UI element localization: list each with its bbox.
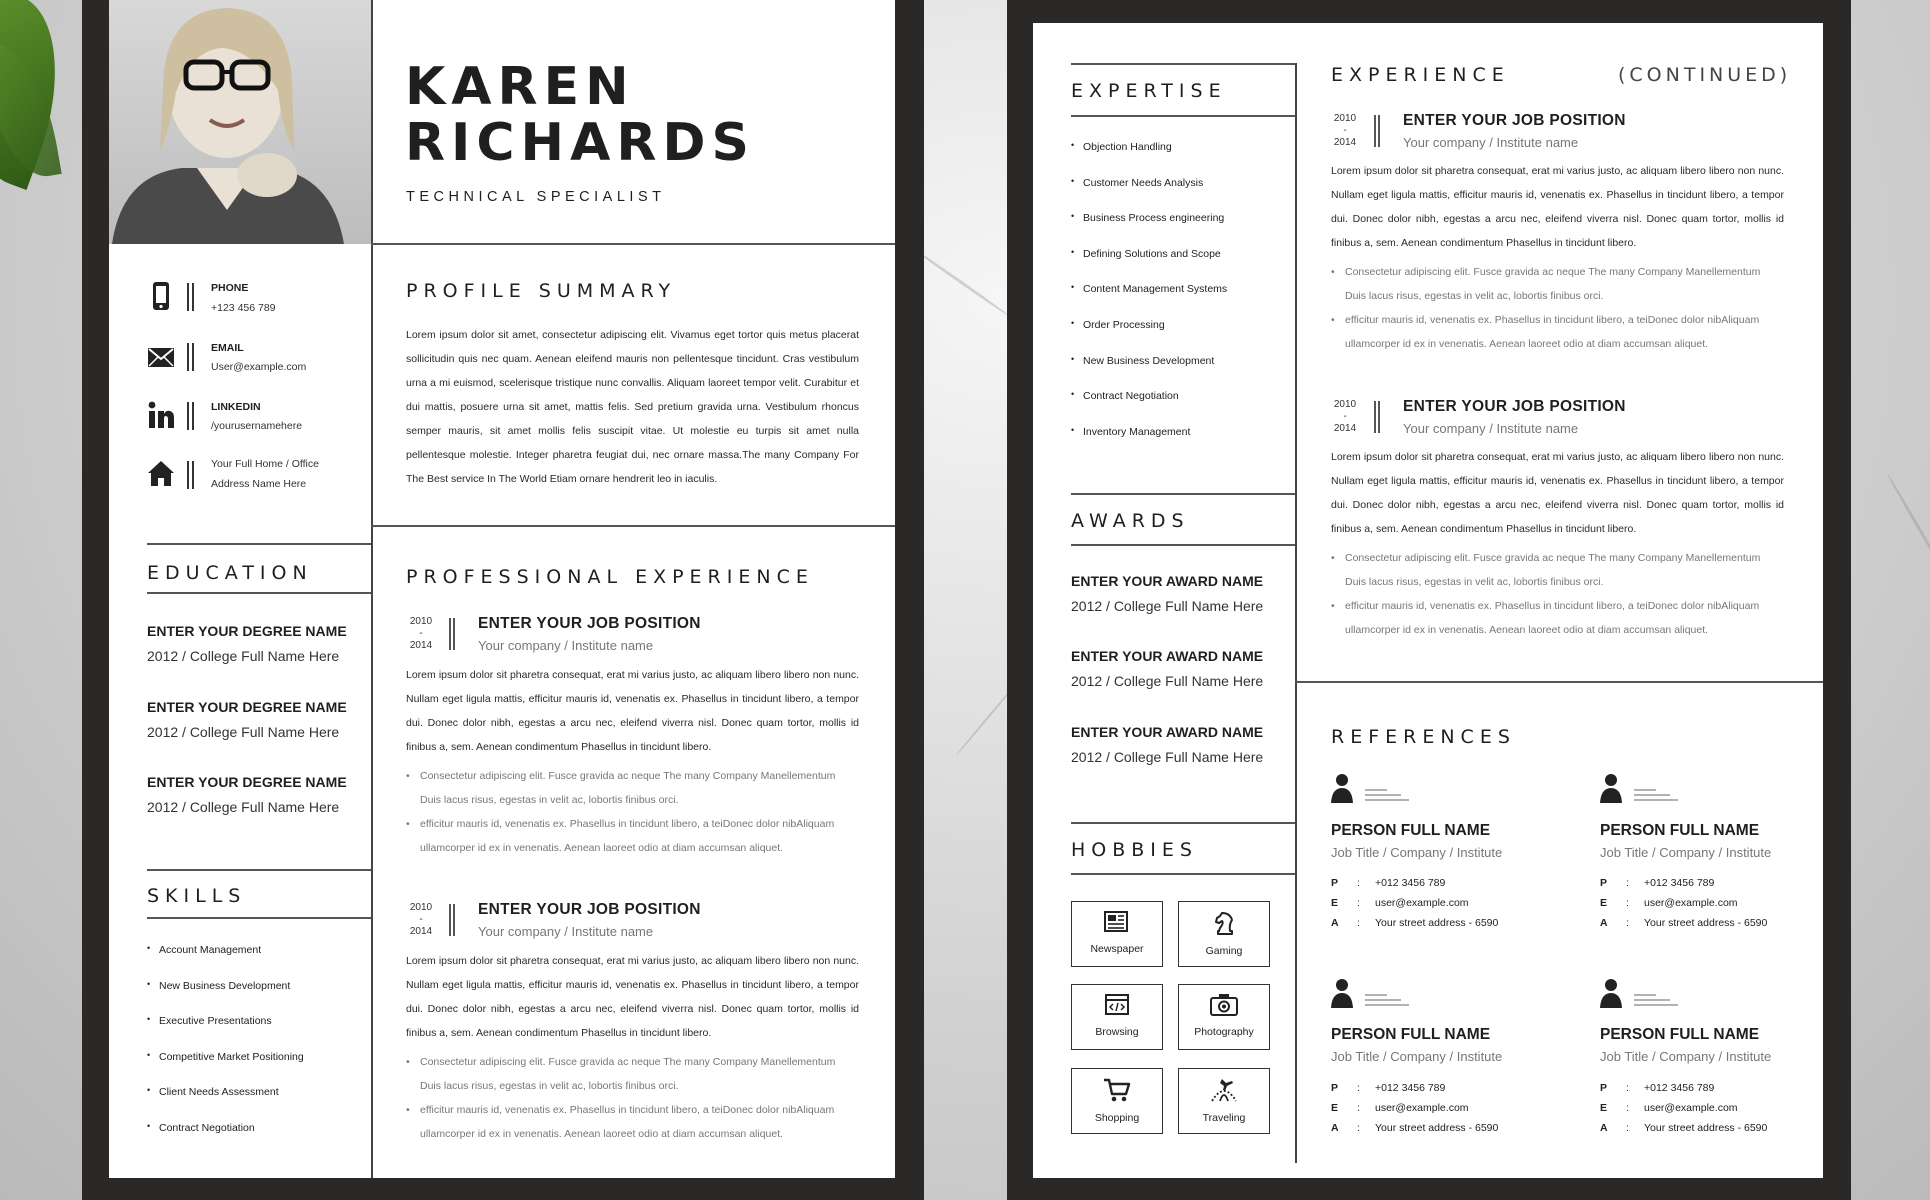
reference-phone-row xyxy=(1600,877,1714,889)
hobby-gaming xyxy=(1178,901,1270,967)
hobbies-title-underline xyxy=(1071,873,1295,875)
reference-separator: : xyxy=(1626,1082,1629,1094)
job-bullet-text: efficitur mauris id, venenatis ex. Phasellus in tincidunt libero, a teiDonec dolor nibAliquam ullamcorper id ex in venenatis. Aenean laoreet odio at diam accumsan aliquet. xyxy=(1345,600,1760,636)
left-divider-skills xyxy=(147,869,371,871)
hobby-newspaper xyxy=(1071,901,1163,967)
job-year-dash: - xyxy=(1343,411,1347,422)
expertise-item: • Order Processing xyxy=(1071,319,1291,355)
portrait-illustration xyxy=(109,0,371,244)
camera-icon xyxy=(1209,993,1239,1017)
degree-name: ENTER YOUR DEGREE NAME xyxy=(147,699,347,715)
degree-detail: 2012 / College Full Name Here xyxy=(147,799,340,815)
job-role-title: TECHNICAL SPECIALIST xyxy=(406,189,666,205)
job-position: ENTER YOUR JOB POSITION xyxy=(478,901,701,918)
job-separator xyxy=(1374,401,1380,433)
reference-email: user@example.com xyxy=(1644,1102,1738,1114)
reference-phone: +012 3456 789 xyxy=(1375,1082,1446,1094)
reference-job: Job Title / Company / Institute xyxy=(1600,845,1772,860)
job-year-start: 2010 xyxy=(1333,113,1357,124)
person-icon xyxy=(1600,978,1680,1008)
reference-email-key: E xyxy=(1331,1102,1339,1114)
browser-code-icon xyxy=(1103,993,1131,1017)
expertise-item: • Contract Negotiation xyxy=(1071,390,1291,426)
reference-phone-row xyxy=(1600,1082,1714,1094)
reference-address-row xyxy=(1600,917,1767,929)
reference-separator: : xyxy=(1626,897,1629,909)
skills-list xyxy=(147,944,367,1158)
left-divider-education xyxy=(147,543,371,545)
job-position: ENTER YOUR JOB POSITION xyxy=(478,615,701,632)
reference-name: PERSON FULL NAME xyxy=(1600,822,1760,839)
chess-knight-icon xyxy=(1210,910,1238,936)
skill-item: • Contract Negotiation xyxy=(147,1122,367,1158)
profile-divider xyxy=(371,525,895,527)
job-bullet-text: efficitur mauris id, venenatis ex. Phasellus in tincidunt libero, a teiDonec dolor nibAliquam ullamcorper id ex in venenatis. Aenean laoreet odio at diam accumsan aliquet. xyxy=(420,1104,835,1140)
job-year-dash: - xyxy=(419,628,423,639)
email-icon xyxy=(147,342,175,372)
job-company: Your company / Institute name xyxy=(478,638,654,653)
expertise-item: • Objection Handling xyxy=(1071,141,1291,177)
degree-name: ENTER YOUR DEGREE NAME xyxy=(147,774,347,790)
skill-item: • Client Needs Assessment xyxy=(147,1086,367,1122)
reference-email-row xyxy=(1600,1102,1738,1114)
job-bullet: • Consectetur adipiscing elit. Fusce gravida ac neque The many Company Manellementum Duis lacus risus, egestas in velit ac, lobortis finibus orci. xyxy=(406,764,859,812)
left-divider-skills-bottom xyxy=(147,917,371,919)
references-divider xyxy=(1295,681,1823,683)
reference-phone-key: P xyxy=(1600,1082,1608,1094)
profile-summary-text: Lorem ipsum dolor sit amet, consectetur adipiscing elit. Vivamus eget tortor quis metus placerat sollicitudin quis nec quam. Aenean eleifend mauris non pellentesque tincidunt. Cras vestibulum urna a mi euismod, scelerisque tristique nunc convallis. Aliquam laoreet tempor velit. Curabitur et dui mattis, posuere urna sit amet, mattis felis. Sed pretium gravida urna. Vestibulum rhoncus semper mauris, sit amet mollis felis suscipit vitae. Ut molestie eu turpis sit amet nulla pellentesque molestie. Integer pharetra feugiat dui, nec ornare massa.The many Company For The Best service In The World Etiam ornare hendrerit leo in iaculis. xyxy=(406,329,859,485)
job-position: ENTER YOUR JOB POSITION xyxy=(1403,398,1626,415)
job-year-start: 2010 xyxy=(1333,399,1357,410)
contact-label-email: EMAIL xyxy=(211,342,244,354)
person-icon xyxy=(1331,978,1411,1008)
job-bullet: • Consectetur adipiscing elit. Fusce gravida ac neque The many Company Manellementum Duis lacus risus, egestas in velit ac, lobortis finibus orci. xyxy=(1331,260,1784,308)
hobby-label: Shopping xyxy=(1094,1112,1140,1124)
job-separator xyxy=(449,904,455,936)
reference-email: user@example.com xyxy=(1375,897,1469,909)
skill-item: • Executive Presentations xyxy=(147,1015,367,1051)
job-bullet-text: efficitur mauris id, venenatis ex. Phasellus in tincidunt libero, a teiDonec dolor nibAliquam ullamcorper id ex in venenatis. Aenean laoreet odio at diam accumsan aliquet. xyxy=(1345,314,1760,350)
contact-address-line-2: Address Name Here xyxy=(211,478,307,490)
reference-separator: : xyxy=(1357,897,1360,909)
education-title: EDUCATION xyxy=(147,562,313,584)
reference-email-row xyxy=(1331,897,1469,909)
experience-continued-title: EXPERIENCE xyxy=(1331,64,1510,86)
hobbies-title: HOBBIES xyxy=(1071,839,1198,861)
job-bullet-text: Consectetur adipiscing elit. Fusce gravida ac neque The many Company Manellementum Duis lacus risus, egestas in velit ac, lobortis finibus orci. xyxy=(420,1056,836,1092)
experience-title: PROFESSIONAL EXPERIENCE xyxy=(406,566,814,588)
job-bullet: • efficitur mauris id, venenatis ex. Phasellus in tincidunt libero, a teiDonec dolor nibAliquam ullamcorper id ex in venenatis. Aenean laoreet odio at diam accumsan aliquet. xyxy=(406,812,859,860)
job-position: ENTER YOUR JOB POSITION xyxy=(1403,112,1626,129)
hobbies-top-line xyxy=(1071,822,1295,824)
column-divider xyxy=(371,0,373,1178)
job-year-start: 2010 xyxy=(409,902,433,913)
reference-separator: : xyxy=(1357,877,1360,889)
job-bullet-text: Consectetur adipiscing elit. Fusce gravida ac neque The many Company Manellementum Duis lacus risus, egestas in velit ac, lobortis finibus orci. xyxy=(420,770,836,806)
expertise-top-line xyxy=(1071,63,1295,65)
job-company: Your company / Institute name xyxy=(1403,135,1579,150)
reference-email-key: E xyxy=(1600,897,1608,909)
person-icon xyxy=(1600,773,1680,803)
skill-item: • New Business Development xyxy=(147,980,367,1016)
reference-separator: : xyxy=(1357,1122,1360,1134)
hobby-shopping xyxy=(1071,1068,1163,1134)
expertise-item: • Content Management Systems xyxy=(1071,283,1291,319)
resume-page-2 xyxy=(1033,23,1823,1178)
degree-detail: 2012 / College Full Name Here xyxy=(147,724,340,740)
expertise-item: • Inventory Management xyxy=(1071,426,1291,462)
award-name: ENTER YOUR AWARD NAME xyxy=(1071,573,1264,589)
contact-separator xyxy=(187,283,194,311)
references-title: REFERENCES xyxy=(1331,726,1516,748)
home-icon xyxy=(147,458,175,488)
skills-title: SKILLS xyxy=(147,885,247,907)
awards-title-underline xyxy=(1071,544,1295,546)
reference-address: Your street address - 6590 xyxy=(1375,1122,1499,1134)
reference-email: user@example.com xyxy=(1375,1102,1469,1114)
job-bullet-text: efficitur mauris id, venenatis ex. Phasellus in tincidunt libero, a teiDonec dolor nibAliquam ullamcorper id ex in venenatis. Aenean laoreet odio at diam accumsan aliquet. xyxy=(420,818,835,854)
reference-name: PERSON FULL NAME xyxy=(1600,1026,1760,1043)
reference-address-row xyxy=(1600,1122,1767,1134)
reference-phone-key: P xyxy=(1331,1082,1339,1094)
award-detail: 2012 / College Full Name Here xyxy=(1071,749,1264,765)
contact-separator xyxy=(187,461,194,489)
job-bullet-text: Consectetur adipiscing elit. Fusce gravida ac neque The many Company Manellementum Duis lacus risus, egestas in velit ac, lobortis finibus orci. xyxy=(1345,552,1761,588)
job-year-dash: - xyxy=(1343,125,1347,136)
job-year-start: 2010 xyxy=(409,616,433,627)
reference-address-key: A xyxy=(1600,1122,1608,1134)
reference-address-row xyxy=(1331,917,1498,929)
reference-separator: : xyxy=(1357,1102,1360,1114)
degree-detail: 2012 / College Full Name Here xyxy=(147,648,340,664)
contact-value-linkedin: /yourusernamehere xyxy=(211,420,303,432)
job-year-end: 2014 xyxy=(409,926,433,937)
contact-value-phone: +123 456 789 xyxy=(211,302,276,314)
awards-title: AWARDS xyxy=(1071,510,1190,532)
experience-continued-tag: (CONTINUED) xyxy=(1618,64,1792,86)
reference-phone: +012 3456 789 xyxy=(1644,877,1715,889)
contact-label-phone: PHONE xyxy=(211,282,249,294)
job-company: Your company / Institute name xyxy=(478,924,654,939)
linkedin-icon xyxy=(147,400,175,430)
reference-address-row xyxy=(1331,1122,1498,1134)
expertise-list xyxy=(1071,141,1291,461)
person-icon xyxy=(1331,773,1411,803)
skill-item: • Account Management xyxy=(147,944,367,980)
job-bullet-text: Consectetur adipiscing elit. Fusce gravida ac neque The many Company Manellementum Duis lacus risus, egestas in velit ac, lobortis finibus orci. xyxy=(1345,266,1761,302)
name-last: RICHARDS xyxy=(405,113,755,173)
reference-address-key: A xyxy=(1600,917,1608,929)
phone-icon xyxy=(147,281,175,311)
hobby-photography xyxy=(1178,984,1270,1050)
job-description: Lorem ipsum dolor sit pharetra consequat, erat mi varius justo, ac aliquam libero libero non nunc. Nullam eget ligula mattis, efficitur mauris id, venenatis ex. Phasellus in tincidunt libero, a tempor dui. Donec dolor nibh, egestas a arcu nec, eleifend viverra nisl. Donec quam tortor, mollis id finibus a, sem. Aenean condimentum Phasellus in tincidunt libero. xyxy=(406,669,859,753)
expertise-item: • New Business Development xyxy=(1071,355,1291,391)
reference-job: Job Title / Company / Institute xyxy=(1331,845,1503,860)
resume-page-1 xyxy=(109,0,895,1178)
awards-top-line xyxy=(1071,493,1295,495)
reference-separator: : xyxy=(1626,1102,1629,1114)
job-year-end: 2014 xyxy=(1333,423,1357,434)
expertise-item: • Business Process engineering xyxy=(1071,212,1291,248)
reference-job: Job Title / Company / Institute xyxy=(1331,1049,1503,1064)
reference-address: Your street address - 6590 xyxy=(1644,1122,1768,1134)
newspaper-icon xyxy=(1103,910,1131,934)
hobby-browsing xyxy=(1071,984,1163,1050)
reference-email-key: E xyxy=(1331,897,1339,909)
job-bullet: • efficitur mauris id, venenatis ex. Phasellus in tincidunt libero, a teiDonec dolor nibAliquam ullamcorper id ex in venenatis. Aenean laoreet odio at diam accumsan aliquet. xyxy=(406,1098,859,1146)
degree-name: ENTER YOUR DEGREE NAME xyxy=(147,623,347,639)
contact-separator xyxy=(187,402,194,430)
cart-icon xyxy=(1102,1077,1132,1103)
reference-phone-row xyxy=(1331,877,1445,889)
reference-email-row xyxy=(1331,1102,1469,1114)
award-name: ENTER YOUR AWARD NAME xyxy=(1071,724,1264,740)
job-year-end: 2014 xyxy=(1333,137,1357,148)
reference-email: user@example.com xyxy=(1644,897,1738,909)
job-company: Your company / Institute name xyxy=(1403,421,1579,436)
award-detail: 2012 / College Full Name Here xyxy=(1071,598,1264,614)
reference-separator: : xyxy=(1626,917,1629,929)
reference-address: Your street address - 6590 xyxy=(1644,917,1768,929)
job-year-dash: - xyxy=(419,914,423,925)
reference-separator: : xyxy=(1626,1122,1629,1134)
job-bullet: • efficitur mauris id, venenatis ex. Phasellus in tincidunt libero, a teiDonec dolor nibAliquam ullamcorper id ex in venenatis. Aenean laoreet odio at diam accumsan aliquet. xyxy=(1331,594,1784,642)
reference-phone: +012 3456 789 xyxy=(1375,877,1446,889)
reference-separator: : xyxy=(1626,877,1629,889)
reference-separator: : xyxy=(1357,917,1360,929)
airplane-globe-icon xyxy=(1208,1077,1240,1103)
expertise-item: • Customer Needs Analysis xyxy=(1071,177,1291,213)
profile-photo xyxy=(109,0,371,244)
expertise-item: • Defining Solutions and Scope xyxy=(1071,248,1291,284)
reference-name: PERSON FULL NAME xyxy=(1331,1026,1491,1043)
award-detail: 2012 / College Full Name Here xyxy=(1071,673,1264,689)
expertise-title: EXPERTISE xyxy=(1071,80,1227,102)
reference-phone-key: P xyxy=(1600,877,1608,889)
contact-value-email: User@example.com xyxy=(211,361,307,373)
reference-phone: +012 3456 789 xyxy=(1644,1082,1715,1094)
expertise-title-underline xyxy=(1071,115,1295,117)
reference-address-key: A xyxy=(1331,917,1339,929)
job-separator xyxy=(1374,115,1380,147)
job-bullet: • Consectetur adipiscing elit. Fusce gravida ac neque The many Company Manellementum Duis lacus risus, egestas in velit ac, lobortis finibus orci. xyxy=(1331,546,1784,594)
profile-summary-title: PROFILE SUMMARY xyxy=(406,280,677,302)
reference-phone-row xyxy=(1331,1082,1445,1094)
reference-address-key: A xyxy=(1331,1122,1339,1134)
job-bullet: • Consectetur adipiscing elit. Fusce gravida ac neque The many Company Manellementum Duis lacus risus, egestas in velit ac, lobortis finibus orci. xyxy=(406,1050,859,1098)
hobby-label: Newspaper xyxy=(1090,943,1144,955)
award-name: ENTER YOUR AWARD NAME xyxy=(1071,648,1264,664)
job-description: Lorem ipsum dolor sit pharetra consequat, erat mi varius justo, ac aliquam libero libero non nunc. Nullam eget ligula mattis, efficitur mauris id, venenatis ex. Phasellus in tincidunt libero, a tempor dui. Donec dolor nibh, egestas a arcu nec, eleifend viverra nisl. Donec quam tortor, mollis id finibus a, sem. Aenean condimentum Phasellus in tincidunt libero. xyxy=(406,955,859,1039)
hobby-traveling xyxy=(1178,1068,1270,1134)
reference-email-key: E xyxy=(1600,1102,1608,1114)
skill-item: • Competitive Market Positioning xyxy=(147,1051,367,1087)
reference-job: Job Title / Company / Institute xyxy=(1600,1049,1772,1064)
contact-label-linkedin: LINKEDIN xyxy=(211,401,261,413)
job-description: Lorem ipsum dolor sit pharetra consequat, erat mi varius justo, ac aliquam libero libero non nunc. Nullam eget ligula mattis, efficitur mauris id, venenatis ex. Phasellus in tincidunt libero, a tempor dui. Donec dolor nibh, egestas a arcu nec, eleifend viverra nisl. Donec quam tortor, mollis id finibus a, sem. Aenean condimentum Phasellus in tincidunt libero. xyxy=(1331,451,1784,535)
job-description: Lorem ipsum dolor sit pharetra consequat, erat mi varius justo, ac aliquam libero libero non nunc. Nullam eget ligula mattis, efficitur mauris id, venenatis ex. Phasellus in tincidunt libero, a tempor dui. Donec dolor nibh, egestas a arcu nec, eleifend viverra nisl. Donec quam tortor, mollis id finibus a, sem. Aenean condimentum Phasellus in tincidunt libero. xyxy=(1331,165,1784,249)
reference-name: PERSON FULL NAME xyxy=(1331,822,1491,839)
contact-separator xyxy=(187,343,194,371)
hobby-label: Gaming xyxy=(1205,945,1243,957)
column-divider xyxy=(1295,63,1297,1163)
reference-address: Your street address - 6590 xyxy=(1375,917,1499,929)
reference-separator: : xyxy=(1357,1082,1360,1094)
hobby-label: Browsing xyxy=(1095,1026,1139,1038)
reference-email-row xyxy=(1600,897,1738,909)
header-divider xyxy=(371,243,895,245)
contact-address-line-1: Your Full Home / Office xyxy=(211,458,319,470)
education-title-underline xyxy=(147,592,371,594)
job-bullet: • efficitur mauris id, venenatis ex. Phasellus in tincidunt libero, a teiDonec dolor nibAliquam ullamcorper id ex in venenatis. Aenean laoreet odio at diam accumsan aliquet. xyxy=(1331,308,1784,356)
hobby-label: Photography xyxy=(1194,1026,1254,1038)
hobby-label: Traveling xyxy=(1202,1112,1246,1124)
reference-phone-key: P xyxy=(1331,877,1339,889)
job-year-end: 2014 xyxy=(409,640,433,651)
job-separator xyxy=(449,618,455,650)
name-first: KAREN xyxy=(405,57,635,117)
